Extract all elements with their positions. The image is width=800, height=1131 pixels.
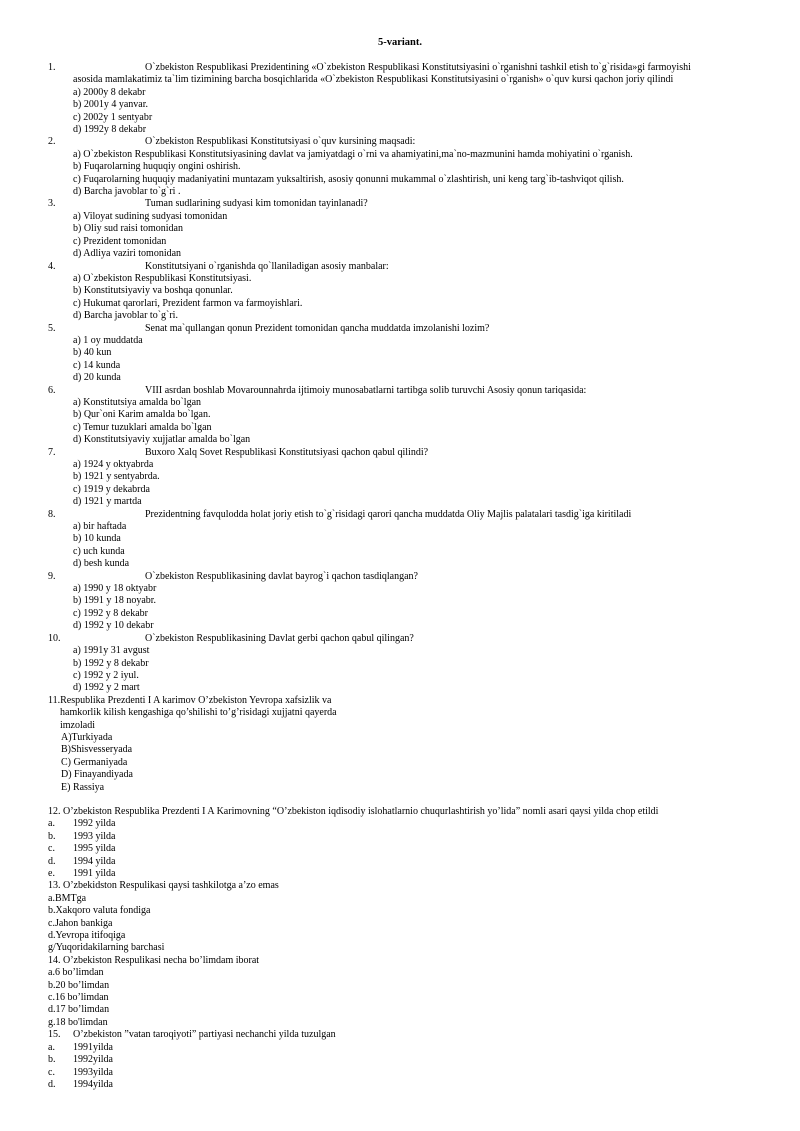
- option-text: 1992yilda: [73, 1054, 113, 1066]
- answer-option: [48, 1042, 768, 1054]
- question-number: 6.: [48, 384, 56, 396]
- answer-option: b) Konstitutsiyaviy va boshqa qonunlar.: [73, 285, 233, 297]
- answer-option: d) Barcha javoblar to`g`ri.: [73, 310, 178, 322]
- answer-option: c) Fuqarolarning huquqiy madaniyatini muntazam yuksaltirish, asosiy qonunni mukammal o`zlashtirish, uni keng targ`ib-tashviqot qilish.: [73, 173, 624, 185]
- answer-option: c) uch kunda: [73, 545, 125, 557]
- question-number: 9.: [48, 570, 56, 582]
- answer-option: g/Yuqoridakilarning barchasi: [48, 942, 165, 954]
- option-letter: d.: [48, 855, 56, 867]
- option-letter: d.: [48, 1078, 56, 1090]
- question-text: 15. O’zbekiston ”vatan taroqiyoti” partiyasi nechanchi yilda tuzulgan: [48, 1029, 336, 1041]
- spacer: [48, 794, 768, 806]
- question-text: Konstitutsiyani o`rganishda qo`llaniladigan asosiy manbalar:: [145, 260, 389, 272]
- answer-option: c.Jahon bankiga: [48, 917, 113, 929]
- answer-option: [48, 843, 768, 855]
- option-letter: c.: [48, 1066, 55, 1078]
- answer-option: b) 40 kun: [73, 347, 112, 359]
- answer-option: b) 2001y 4 yanvar.: [73, 99, 148, 111]
- answer-option: d) Barcha javoblar to`g`ri .: [73, 186, 181, 198]
- answer-option: a) bir haftada: [73, 521, 127, 533]
- question-3: [48, 198, 768, 260]
- answer-option: a) 1924 y oktyabrda: [73, 459, 154, 470]
- option-text: 1991yilda: [73, 1041, 113, 1053]
- option-text: 1995 yilda: [73, 843, 116, 855]
- option-letter: c.: [48, 843, 55, 855]
- answer-option: a) O`zbekiston Respublikasi Konstitutsiyasi.: [73, 272, 252, 284]
- answer-option: c) Temur tuzuklari amalda bo`lgan: [73, 421, 212, 433]
- answer-option: B)Shisvesseryada: [61, 744, 133, 756]
- page-title: 5-variant.: [377, 37, 423, 48]
- answer-option: c) 1919 y dekabrda: [73, 483, 150, 495]
- answer-option: [48, 1054, 768, 1066]
- question-14: [48, 955, 768, 1029]
- answer-option: b) 1921 y sentyabrda.: [73, 471, 160, 483]
- option-text: 1992 yilda: [73, 818, 116, 830]
- answer-option: d) 1992 y 10 dekabr: [73, 620, 154, 632]
- question-7: [48, 447, 768, 509]
- answer-option: d) Konstitutsiyaviy xujjatlar amalda bo`lgan: [73, 434, 251, 446]
- answer-option: [48, 868, 768, 880]
- option-text: 1993yilda: [73, 1066, 113, 1078]
- answer-option: [48, 1079, 768, 1091]
- question-text: O`zbekiston Respublikasi Konstitutsiyasi o`quv kursining maqsadi:: [145, 136, 416, 148]
- answer-option: c) 1992 y 2 iyul.: [73, 669, 139, 681]
- option-text: 1993 yilda: [73, 830, 116, 842]
- question-text-continued: imzoladi: [60, 719, 95, 731]
- answer-option: [48, 1067, 768, 1079]
- question-text: O`zbekiston Respublikasining Davlat gerbi qachon qabul qilingan?: [145, 632, 414, 644]
- question-text: Buxoro Xalq Sovet Respublikasi Konstitutsiyasi qachon qabul qilindi?: [145, 446, 429, 458]
- question-number: 4.: [48, 260, 56, 272]
- answer-option: a.BMTga: [48, 892, 87, 904]
- answer-option: d.Yevropa itifoqiga: [48, 930, 126, 942]
- answer-option: b.Xakqoro valuta fondiga: [48, 905, 151, 917]
- option-letter: b.: [48, 830, 56, 842]
- answer-option: [48, 818, 768, 830]
- option-letter: a.: [48, 1041, 55, 1053]
- answer-option: b) Fuqarolarning huquqiy ongini oshirish.: [73, 161, 241, 173]
- question-4: [48, 261, 768, 323]
- answer-option: d) 1992y 8 dekabr: [73, 124, 147, 136]
- question-text: 14. O’zbekiston Respulikasi necha bo’limdam iborat: [48, 954, 260, 966]
- answer-option: c) 1992 y 8 dekabr: [73, 607, 148, 619]
- question-5: [48, 323, 768, 385]
- question-15: [48, 1029, 768, 1091]
- answer-option: d) 1992 y 2 mart: [73, 682, 140, 694]
- answer-option: d) Adliya vaziri tomonidan: [73, 248, 182, 260]
- question-text: 12. O’zbekiston Respublika Prezdenti I A Karimovning “O’zbekiston iqdisodiy islohatlarnio chuqurlashtirish yo’lida” nomli asari qaysi yilda chop etildi: [48, 805, 659, 817]
- question-text: 13. O’zbekidston Respulikasi qaysi tashkilotga a’zo emas: [48, 880, 279, 892]
- question-6: [48, 385, 768, 447]
- answer-option: [48, 856, 768, 868]
- question-text: O`zbekiston Respublikasi Prezidentining «O`zbekiston Respublikasi Konstitutsiyasini o`rganishni tashkil etish to`g`risida»gi farmoyishi: [145, 62, 691, 73]
- question-text: VIII asrdan boshlab Movarounnahrda ijtimoiy munosabatlarni tartibga solib turuvchi Asosiy qonun tariqasida:: [145, 384, 587, 396]
- answer-option: [48, 831, 768, 843]
- question-number: 5.: [48, 322, 56, 334]
- question-13: [48, 880, 768, 954]
- question-10: [48, 633, 768, 695]
- answer-option: g.18 bo'limdan: [48, 1016, 108, 1028]
- answer-option: a) 1 oy muddatda: [73, 334, 143, 346]
- answer-option: c) Prezident tomonidan: [73, 235, 167, 247]
- answer-option: b) Oliy sud raisi tomonidan: [73, 223, 183, 235]
- option-text: 1994 yilda: [73, 855, 116, 867]
- answer-option: D) Finayandiyada: [61, 769, 133, 781]
- answer-option: A)Turkiyada: [61, 731, 113, 743]
- option-letter: e.: [48, 868, 55, 879]
- question-11: [48, 695, 768, 794]
- question-number: 3.: [48, 198, 56, 210]
- question-2: [48, 136, 768, 198]
- question-number: 7.: [48, 446, 56, 458]
- answer-option: a) 2000y 8 dekabr: [73, 86, 146, 98]
- answer-option: E) Rassiya: [61, 781, 105, 793]
- question-12: [48, 806, 768, 880]
- question-text: Senat ma`qullangan qonun Prezident tomonidan qancha muddatda imzolanishi lozim?: [145, 322, 490, 334]
- answer-option: d) 1921 y martda: [73, 496, 142, 508]
- answer-option: b.20 bo’limdan: [48, 979, 110, 991]
- answer-option: a) Viloyat sudining sudyasi tomonidan: [73, 210, 228, 222]
- option-text: 1991 yilda: [73, 868, 116, 879]
- question-text: O`zbekiston Respublikasining davlat bayrog`i qachon tasdiqlangan?: [145, 570, 418, 582]
- question-number: 1.: [48, 62, 56, 73]
- answer-option: c) 14 kunda: [73, 359, 121, 371]
- answer-option: a) 1990 y 18 oktyabr: [73, 583, 157, 595]
- answer-option: C) Germaniyada: [61, 756, 128, 768]
- answer-option: c) 2002y 1 sentyabr: [73, 111, 153, 123]
- answer-option: d) besh kunda: [73, 558, 130, 570]
- option-text: 1994yilda: [73, 1078, 113, 1090]
- question-number: 8.: [48, 508, 56, 520]
- question-list: [48, 62, 768, 1091]
- answer-option: a.6 bo’limdan: [48, 967, 104, 979]
- option-letter: b.: [48, 1054, 56, 1066]
- answer-option: d.17 bo’limdan: [48, 1004, 110, 1016]
- answer-option: c) Hukumat qarorlari, Prezident farmon va farmoyishlari.: [73, 297, 303, 309]
- answer-option: a) O`zbekiston Respublikasi Konstitutsiyasining davlat va jamiyatdagi o`rni va ahamiyatini,ma`no-mazmunini hamda mohiyatini o`rganish.: [73, 148, 633, 160]
- answer-option: b) 1991 y 18 noyabr.: [73, 595, 157, 607]
- question-text: Prezidentning favqulodda holat joriy etish to`g`risidagi qarori qancha muddatda Oliy Majlis palatalari tasdig`iga kiritiladi: [145, 508, 632, 520]
- question-8: [48, 509, 768, 571]
- answer-option: b) 10 kunda: [73, 533, 121, 545]
- option-letter: a.: [48, 818, 55, 830]
- question-text-continued: asosida mamlakatimiz ta`lim tizimining barcha bosqichlarida «O`zbekiston Respublikasi Konstitutsiyasini o`rganish» o`quv kursi qachon joriy qilindi: [73, 74, 674, 86]
- answer-option: a) 1991y 31 avgust: [73, 645, 150, 657]
- question-text: 11.Respublika Prezdenti I A karimov O’zbekiston Yevropa xafsizlik va: [48, 694, 332, 706]
- question-text-continued: hamkorlik kilish kengashiga qo’shilishi to’g’risidagi xujjatni qayerda: [60, 707, 337, 719]
- question-9: [48, 571, 768, 633]
- answer-option: d) 20 kunda: [73, 372, 121, 384]
- question-number: 10.: [48, 632, 61, 644]
- answer-option: c.16 bo’limdan: [48, 992, 109, 1004]
- answer-option: b) Qur`oni Karim amalda bo`lgan.: [73, 409, 211, 421]
- question-text: Tuman sudlarining sudyasi kim tomonidan tayinlanadi?: [145, 198, 368, 210]
- answer-option: b) 1992 y 8 dekabr: [73, 657, 149, 669]
- question-number: 2.: [48, 136, 56, 148]
- answer-option: a) Konstitutsiya amalda bo`lgan: [73, 396, 202, 408]
- question-1: [48, 62, 768, 136]
